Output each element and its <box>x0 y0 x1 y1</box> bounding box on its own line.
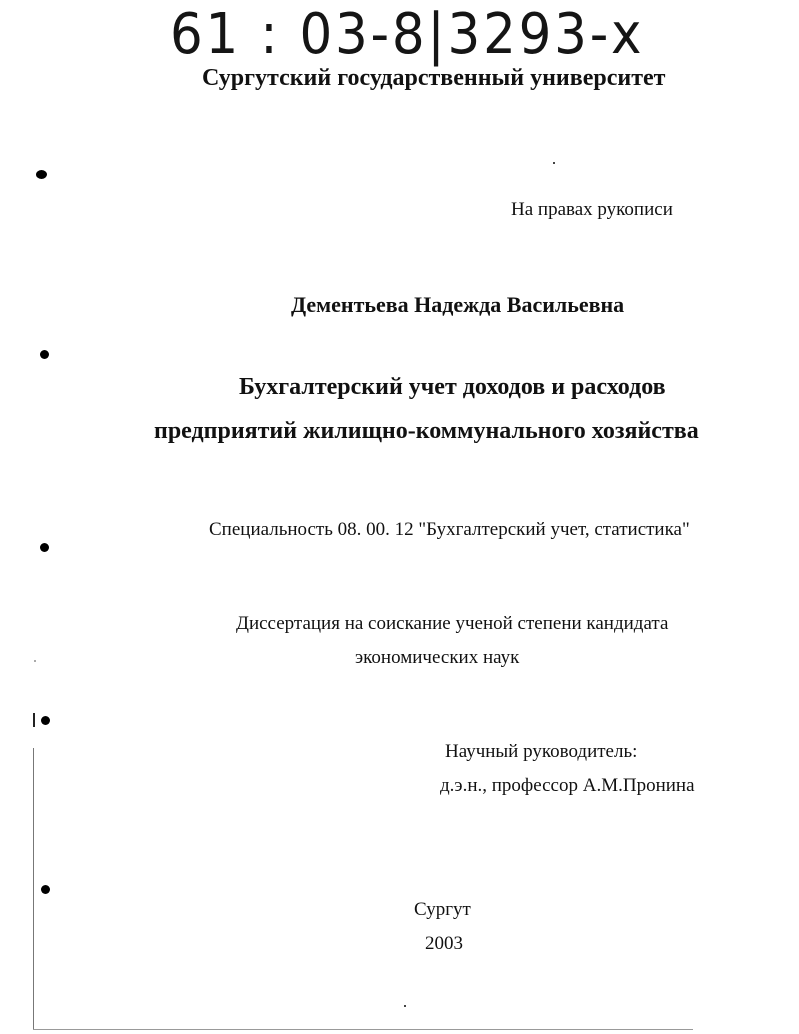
scan-bottom-line <box>33 1029 693 1030</box>
year: 2003 <box>425 933 463 954</box>
thesis-title-line-1: Бухгалтерский учет доходов и расходов <box>239 374 666 400</box>
binding-hole-mark <box>41 885 50 894</box>
dissertation-line-1: Диссертация на соискание ученой степени кандидата <box>236 613 669 634</box>
scan-speck <box>553 162 555 164</box>
scan-speck <box>404 1005 406 1007</box>
specialty-line: Специальность 08. 00. 12 "Бухгалтерский учет, статистика" <box>209 519 690 540</box>
scan-edge-line <box>33 748 34 1030</box>
city: Сургут <box>414 899 471 920</box>
dissertation-line-2: экономических наук <box>355 647 520 668</box>
supervisor-name: д.э.н., профессор А.М.Пронина <box>440 775 695 796</box>
scan-edge-line <box>33 713 35 727</box>
thesis-title-line-2: предприятий жилищно-коммунального хозяйства <box>154 418 699 444</box>
supervisor-label: Научный руководитель: <box>445 741 638 762</box>
binding-hole-mark <box>41 716 50 725</box>
binding-hole-mark <box>36 170 47 179</box>
binding-hole-mark <box>40 543 49 552</box>
manuscript-note: На правах рукописи <box>511 199 673 220</box>
university-name: Сургутский государственный университет <box>202 65 666 91</box>
scan-speck <box>34 660 36 662</box>
author-name: Дементьева Надежда Васильевна <box>291 292 625 317</box>
handwritten-archive-code: 61 : 03-8|3293-x <box>170 2 645 67</box>
binding-hole-mark <box>40 350 49 359</box>
